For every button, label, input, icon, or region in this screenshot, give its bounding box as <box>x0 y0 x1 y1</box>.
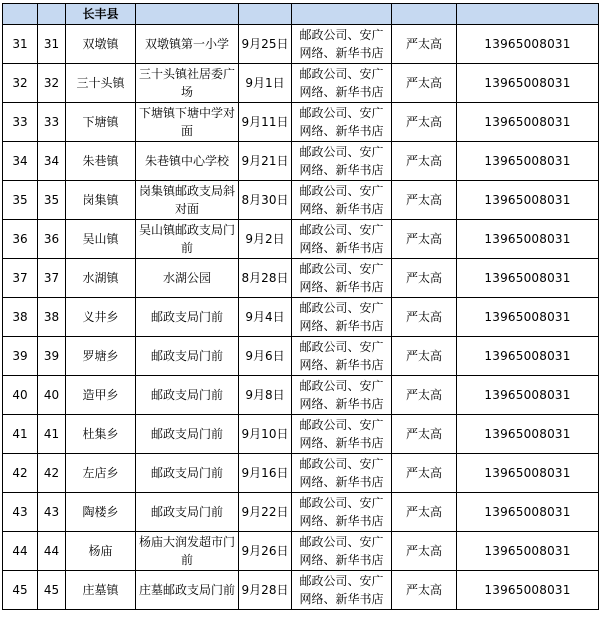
town-cell: 庄墓镇 <box>66 571 136 610</box>
header-cell <box>392 4 457 25</box>
table-row <box>3 337 599 376</box>
town-cell: 双墩镇 <box>66 25 136 64</box>
phone-cell: 13965008031 <box>457 454 599 493</box>
table-row <box>3 142 599 181</box>
units-cell: 邮政公司、安广网络、新华书店 <box>292 376 392 415</box>
town-cell: 三十头镇 <box>66 64 136 103</box>
table-row <box>3 181 599 220</box>
row-index-cell: 45 <box>3 571 38 610</box>
date-cell: 9月10日 <box>239 415 292 454</box>
contact-cell: 严太高 <box>392 259 457 298</box>
table-row <box>3 259 599 298</box>
date-cell: 9月28日 <box>239 571 292 610</box>
row-index-cell: 31 <box>3 25 38 64</box>
town-cell: 造甲乡 <box>66 376 136 415</box>
row-number-cell: 40 <box>38 376 66 415</box>
location-cell: 朱巷镇中心学校 <box>136 142 239 181</box>
date-cell: 9月26日 <box>239 532 292 571</box>
row-index-cell: 40 <box>3 376 38 415</box>
header-cell <box>3 4 38 25</box>
units-cell: 邮政公司、安广网络、新华书店 <box>292 25 392 64</box>
town-cell: 左店乡 <box>66 454 136 493</box>
contact-cell: 严太高 <box>392 64 457 103</box>
row-number-cell: 44 <box>38 532 66 571</box>
table-row <box>3 25 599 64</box>
location-cell: 庄墓邮政支局门前 <box>136 571 239 610</box>
date-cell: 9月21日 <box>239 142 292 181</box>
town-cell: 罗塘乡 <box>66 337 136 376</box>
date-cell: 9月11日 <box>239 103 292 142</box>
date-cell: 9月25日 <box>239 25 292 64</box>
date-cell: 8月30日 <box>239 181 292 220</box>
date-cell: 9月2日 <box>239 220 292 259</box>
header-cell <box>239 4 292 25</box>
contact-cell: 严太高 <box>392 571 457 610</box>
phone-cell: 13965008031 <box>457 493 599 532</box>
town-cell: 杜集乡 <box>66 415 136 454</box>
contact-cell: 严太高 <box>392 376 457 415</box>
row-index-cell: 36 <box>3 220 38 259</box>
row-index-cell: 34 <box>3 142 38 181</box>
row-number-cell: 34 <box>38 142 66 181</box>
phone-cell: 13965008031 <box>457 259 599 298</box>
location-cell: 岗集镇邮政支局斜对面 <box>136 181 239 220</box>
section-header-row <box>3 4 599 25</box>
location-cell: 下塘镇下塘中学对面 <box>136 103 239 142</box>
contact-cell: 严太高 <box>392 337 457 376</box>
contact-cell: 严太高 <box>392 454 457 493</box>
town-cell: 义井乡 <box>66 298 136 337</box>
location-cell: 邮政支局门前 <box>136 493 239 532</box>
phone-cell: 13965008031 <box>457 337 599 376</box>
row-index-cell: 42 <box>3 454 38 493</box>
phone-cell: 13965008031 <box>457 64 599 103</box>
row-index-cell: 35 <box>3 181 38 220</box>
date-cell: 9月8日 <box>239 376 292 415</box>
table-row <box>3 64 599 103</box>
table-row <box>3 454 599 493</box>
table-row <box>3 376 599 415</box>
row-number-cell: 38 <box>38 298 66 337</box>
contact-cell: 严太高 <box>392 532 457 571</box>
row-number-cell: 31 <box>38 25 66 64</box>
row-index-cell: 37 <box>3 259 38 298</box>
row-index-cell: 33 <box>3 103 38 142</box>
contact-cell: 严太高 <box>392 25 457 64</box>
row-index-cell: 32 <box>3 64 38 103</box>
contact-cell: 严太高 <box>392 181 457 220</box>
row-number-cell: 45 <box>38 571 66 610</box>
table-row <box>3 103 599 142</box>
town-cell: 朱巷镇 <box>66 142 136 181</box>
units-cell: 邮政公司、安广网络、新华书店 <box>292 337 392 376</box>
town-cell: 下塘镇 <box>66 103 136 142</box>
location-cell: 邮政支局门前 <box>136 298 239 337</box>
units-cell: 邮政公司、安广网络、新华书店 <box>292 415 392 454</box>
county-name: 长丰县 <box>66 4 136 25</box>
units-cell: 邮政公司、安广网络、新华书店 <box>292 220 392 259</box>
contact-cell: 严太高 <box>392 220 457 259</box>
location-cell: 邮政支局门前 <box>136 415 239 454</box>
units-cell: 邮政公司、安广网络、新华书店 <box>292 103 392 142</box>
date-cell: 9月4日 <box>239 298 292 337</box>
row-number-cell: 41 <box>38 415 66 454</box>
units-cell: 邮政公司、安广网络、新华书店 <box>292 298 392 337</box>
table-body <box>3 4 599 610</box>
schedule-table <box>2 3 599 610</box>
units-cell: 邮政公司、安广网络、新华书店 <box>292 259 392 298</box>
table-row <box>3 298 599 337</box>
location-cell: 三十头镇社居委广场 <box>136 64 239 103</box>
contact-cell: 严太高 <box>392 298 457 337</box>
phone-cell: 13965008031 <box>457 571 599 610</box>
header-cell <box>457 4 599 25</box>
row-number-cell: 33 <box>38 103 66 142</box>
location-cell: 邮政支局门前 <box>136 454 239 493</box>
phone-cell: 13965008031 <box>457 181 599 220</box>
row-number-cell: 43 <box>38 493 66 532</box>
town-cell: 岗集镇 <box>66 181 136 220</box>
contact-cell: 严太高 <box>392 142 457 181</box>
row-index-cell: 44 <box>3 532 38 571</box>
town-cell: 杨庙 <box>66 532 136 571</box>
phone-cell: 13965008031 <box>457 142 599 181</box>
header-cell <box>38 4 66 25</box>
units-cell: 邮政公司、安广网络、新华书店 <box>292 532 392 571</box>
location-cell: 邮政支局门前 <box>136 376 239 415</box>
header-cell <box>136 4 239 25</box>
town-cell: 陶楼乡 <box>66 493 136 532</box>
town-cell: 水湖镇 <box>66 259 136 298</box>
row-index-cell: 39 <box>3 337 38 376</box>
units-cell: 邮政公司、安广网络、新华书店 <box>292 571 392 610</box>
row-number-cell: 39 <box>38 337 66 376</box>
row-number-cell: 35 <box>38 181 66 220</box>
phone-cell: 13965008031 <box>457 103 599 142</box>
row-number-cell: 42 <box>38 454 66 493</box>
table-row <box>3 493 599 532</box>
date-cell: 8月28日 <box>239 259 292 298</box>
location-cell: 水湖公园 <box>136 259 239 298</box>
table-row <box>3 532 599 571</box>
units-cell: 邮政公司、安广网络、新华书店 <box>292 142 392 181</box>
table-row <box>3 220 599 259</box>
contact-cell: 严太高 <box>392 103 457 142</box>
row-number-cell: 32 <box>38 64 66 103</box>
row-index-cell: 43 <box>3 493 38 532</box>
phone-cell: 13965008031 <box>457 415 599 454</box>
row-number-cell: 37 <box>38 259 66 298</box>
town-cell: 吴山镇 <box>66 220 136 259</box>
contact-cell: 严太高 <box>392 415 457 454</box>
date-cell: 9月1日 <box>239 64 292 103</box>
phone-cell: 13965008031 <box>457 25 599 64</box>
row-index-cell: 38 <box>3 298 38 337</box>
units-cell: 邮政公司、安广网络、新华书店 <box>292 454 392 493</box>
units-cell: 邮政公司、安广网络、新华书店 <box>292 181 392 220</box>
header-cell <box>292 4 392 25</box>
table-row <box>3 571 599 610</box>
table-row <box>3 415 599 454</box>
phone-cell: 13965008031 <box>457 298 599 337</box>
row-index-cell: 41 <box>3 415 38 454</box>
location-cell: 杨庙大润发超市门前 <box>136 532 239 571</box>
location-cell: 双墩镇第一小学 <box>136 25 239 64</box>
location-cell: 吴山镇邮政支局门前 <box>136 220 239 259</box>
date-cell: 9月16日 <box>239 454 292 493</box>
units-cell: 邮政公司、安广网络、新华书店 <box>292 64 392 103</box>
units-cell: 邮政公司、安广网络、新华书店 <box>292 493 392 532</box>
phone-cell: 13965008031 <box>457 532 599 571</box>
date-cell: 9月6日 <box>239 337 292 376</box>
phone-cell: 13965008031 <box>457 376 599 415</box>
date-cell: 9月22日 <box>239 493 292 532</box>
row-number-cell: 36 <box>38 220 66 259</box>
phone-cell: 13965008031 <box>457 220 599 259</box>
location-cell: 邮政支局门前 <box>136 337 239 376</box>
contact-cell: 严太高 <box>392 493 457 532</box>
